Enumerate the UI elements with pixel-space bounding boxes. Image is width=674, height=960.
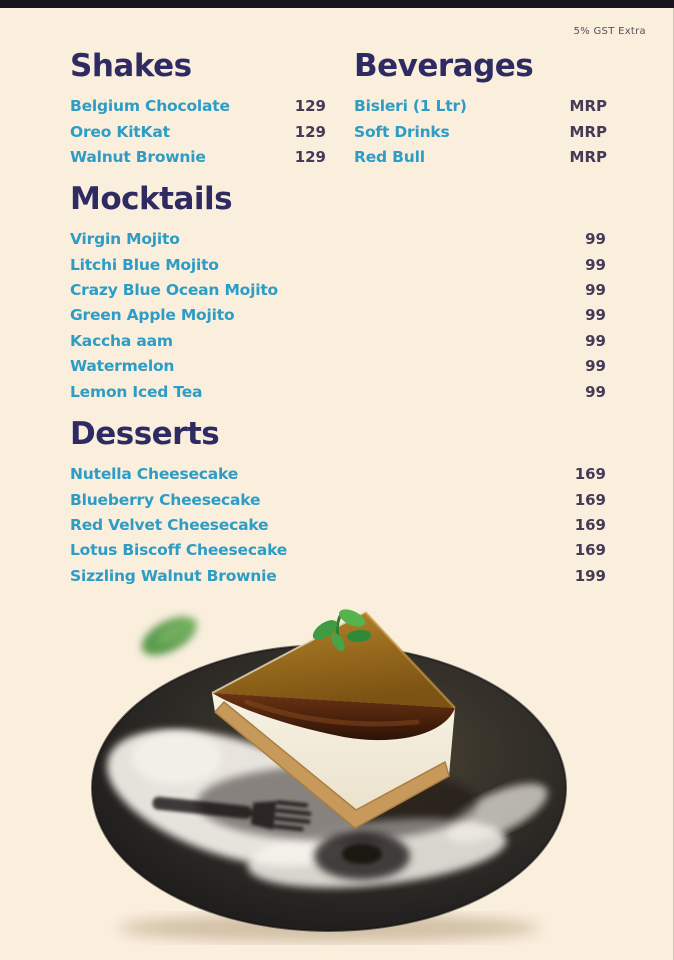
menu-item-price: 99	[585, 281, 606, 300]
menu-item-name: Walnut Brownie	[70, 148, 206, 167]
menu-item-row	[70, 462, 606, 487]
menu-item-name: Virgin Mojito	[70, 230, 180, 249]
menu-item-name: Belgium Chocolate	[70, 97, 230, 116]
section-beverages	[354, 50, 607, 170]
menu-item-price: 99	[585, 382, 606, 401]
menu-item-name: Red Velvet Cheesecake	[70, 516, 269, 535]
menu-item-row	[70, 252, 606, 277]
menu-item-name: Oreo KitKat	[70, 122, 170, 141]
section-title-shakes: Shakes	[70, 48, 192, 84]
menu-item-price: 169	[574, 465, 606, 484]
menu-item-name: Crazy Blue Ocean Mojito	[70, 281, 278, 300]
menu-item-name: Red Bull	[354, 148, 425, 167]
menu-item-row	[70, 538, 606, 563]
menu-item-price: MRP	[569, 122, 607, 141]
section-title-desserts: Desserts	[70, 416, 220, 452]
menu-item-price: 169	[574, 541, 606, 560]
section-mocktails	[70, 183, 606, 404]
menu-item-name: Litchi Blue Mojito	[70, 255, 219, 274]
menu-item-row	[70, 119, 326, 144]
menu-item-price: 169	[574, 516, 606, 535]
menu-item-row	[70, 94, 326, 119]
menu-item-name: Nutella Cheesecake	[70, 465, 239, 484]
menu-item-price: 99	[585, 255, 606, 274]
menu-item-row	[70, 277, 606, 302]
menu-item-row	[70, 328, 606, 353]
menu-item-name: Sizzling Walnut Brownie	[70, 566, 277, 585]
menu-item-price: 129	[294, 148, 326, 167]
dessert-photo-illustration	[57, 598, 617, 948]
gst-note: 5% GST Extra	[573, 26, 646, 37]
menu-item-name: Bisleri (1 Ltr)	[354, 97, 467, 116]
menu-item-row	[70, 563, 606, 588]
menu-item-name: Lemon Iced Tea	[70, 382, 203, 401]
leaf-garnish	[135, 609, 202, 664]
dessert-photo	[57, 598, 617, 948]
menu-item-row	[70, 512, 606, 537]
menu-item-row	[354, 94, 607, 119]
section-title-mocktails: Mocktails	[70, 181, 233, 217]
menu-item-name: Soft Drinks	[354, 122, 450, 141]
menu-item-price: 169	[574, 490, 606, 509]
menu-item-price: 129	[294, 122, 326, 141]
menu-item-name: Lotus Biscoff Cheesecake	[70, 541, 288, 560]
menu-item-row	[70, 354, 606, 379]
menu-item-row	[70, 144, 326, 169]
menu-item-name: Watermelon	[70, 357, 175, 376]
menu-item-price: 199	[574, 566, 606, 585]
menu-item-price: 99	[585, 306, 606, 325]
menu-item-row	[70, 487, 606, 512]
menu-item-row	[70, 227, 606, 252]
menu-item-row	[354, 119, 607, 144]
menu-item-name: Kaccha aam	[70, 331, 173, 350]
menu-item-name: Blueberry Cheesecake	[70, 490, 261, 509]
menu-item-price: 99	[585, 230, 606, 249]
menu-item-price: 129	[294, 97, 326, 116]
menu-item-name: Green Apple Mojito	[70, 306, 235, 325]
menu-item-row	[70, 379, 606, 404]
top-border-bar	[0, 0, 674, 8]
section-shakes	[70, 50, 326, 170]
menu-item-price: MRP	[569, 148, 607, 167]
section-desserts	[70, 418, 606, 589]
section-title-beverages: Beverages	[354, 48, 534, 84]
menu-item-row	[70, 303, 606, 328]
menu-item-row	[354, 144, 607, 169]
menu-item-price: 99	[585, 331, 606, 350]
menu-item-price: MRP	[569, 97, 607, 116]
menu-item-price: 99	[585, 357, 606, 376]
